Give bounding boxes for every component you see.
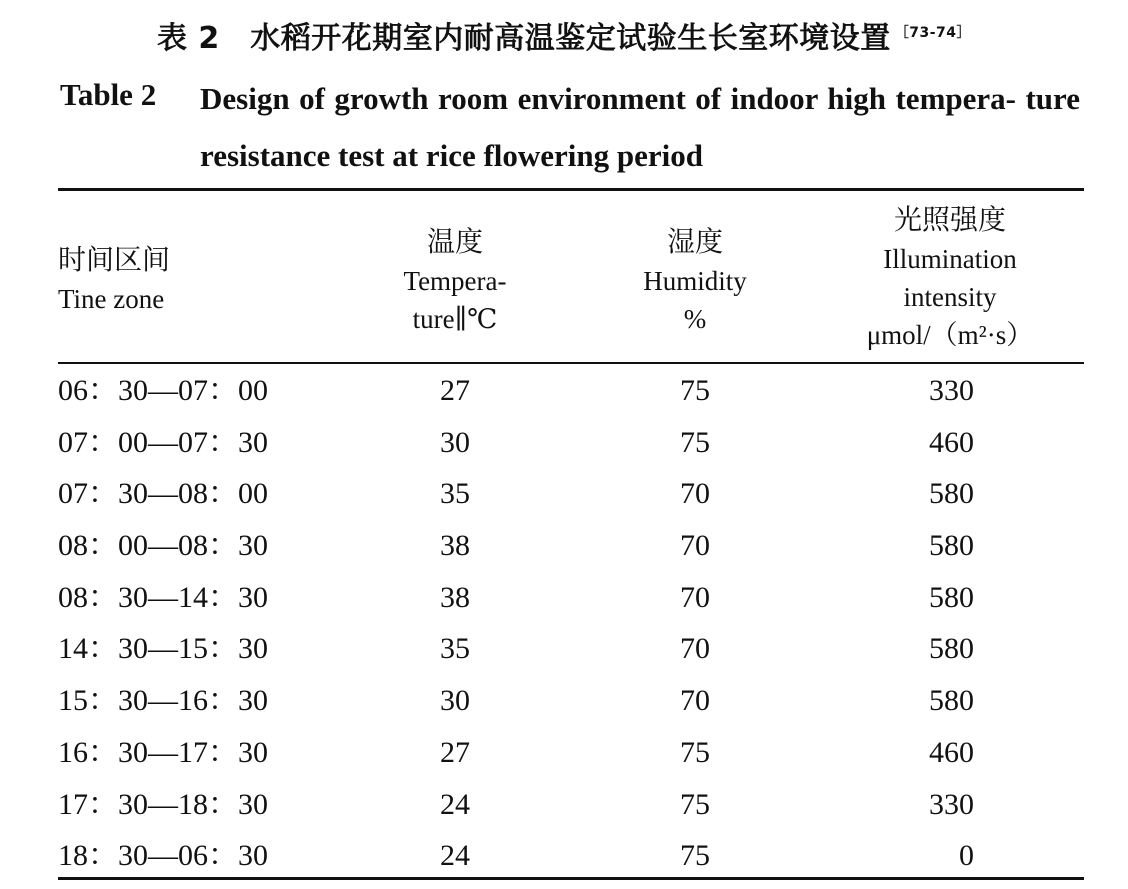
cell-humidity: 70 xyxy=(680,529,710,563)
cell-temperature: 30 xyxy=(440,425,470,459)
table-caption-chinese xyxy=(0,10,1128,62)
cell-temperature: 24 xyxy=(440,787,470,821)
header-illumination-en-line1: Illumination xyxy=(883,244,1017,274)
table-row xyxy=(0,727,1128,779)
cell-illumination: 0 xyxy=(959,839,974,873)
cell-illumination: 580 xyxy=(929,632,974,666)
table-header-rule xyxy=(58,362,1084,364)
cell-humidity: 70 xyxy=(680,477,710,511)
caption-reference: ［73-74］ xyxy=(894,25,972,41)
header-humidity-cn: 湿度 xyxy=(666,225,723,258)
caption-chinese-text: 表 2 水稻开花期室内耐高温鉴定试验生长室环境设置 xyxy=(156,21,891,56)
table-row xyxy=(0,417,1128,469)
table-bottom-rule xyxy=(58,877,1084,880)
cell-time: 06：30—07：00 xyxy=(58,374,268,407)
cell-time: 17：30—18：30 xyxy=(58,787,268,821)
cell-time: 07：30—08：00 xyxy=(58,477,268,511)
cell-time: 18：30—06：30 xyxy=(58,839,268,873)
cell-time: 14：30—15：30 xyxy=(58,632,268,666)
header-illumination-en-line3: μmol/（m²·s） xyxy=(866,320,1034,350)
cell-illumination: 330 xyxy=(929,787,974,821)
header-temperature-en-line2: ture∥℃ xyxy=(412,304,498,334)
cell-illumination: 460 xyxy=(929,425,974,459)
header-illumination xyxy=(840,200,1060,354)
table-top-rule xyxy=(58,188,1084,191)
cell-illumination: 580 xyxy=(929,684,974,718)
table-row xyxy=(0,675,1128,727)
cell-temperature: 35 xyxy=(440,632,470,666)
cell-time: 08：00—08：30 xyxy=(58,529,268,563)
cell-humidity: 70 xyxy=(680,684,710,718)
cell-temperature: 27 xyxy=(440,374,470,407)
header-humidity-en-line2: % xyxy=(683,304,707,334)
cell-humidity: 70 xyxy=(680,632,710,666)
header-illumination-cn: 光照强度 xyxy=(893,203,1006,236)
table-body xyxy=(0,365,1128,882)
cell-illumination: 460 xyxy=(929,735,974,769)
cell-humidity: 75 xyxy=(680,374,710,407)
table-row xyxy=(0,830,1128,882)
cell-illumination: 580 xyxy=(929,529,974,563)
header-temperature-cn: 温度 xyxy=(426,225,483,258)
cell-temperature: 38 xyxy=(440,529,470,563)
table-caption-english-title: Design of growth room environment of indoor high tempera- ture resistance test at rice flowering period xyxy=(200,81,1080,173)
table-row xyxy=(0,365,1128,417)
header-time-en: Tine zone xyxy=(58,284,165,314)
header-time-zone xyxy=(58,240,170,318)
cell-time: 15：30—16：30 xyxy=(58,684,268,718)
cell-time: 07：00—07：30 xyxy=(58,425,268,459)
cell-humidity: 75 xyxy=(680,787,710,821)
cell-temperature: 35 xyxy=(440,477,470,511)
table-row xyxy=(0,468,1128,520)
table-row xyxy=(0,779,1128,831)
cell-time: 08：30—14：30 xyxy=(58,580,268,614)
table-row xyxy=(0,572,1128,624)
cell-humidity: 75 xyxy=(680,425,710,459)
cell-temperature: 38 xyxy=(440,580,470,614)
cell-humidity: 75 xyxy=(680,735,710,769)
cell-temperature: 24 xyxy=(440,839,470,873)
cell-illumination: 330 xyxy=(929,374,974,407)
table-row xyxy=(0,520,1128,572)
cell-temperature: 27 xyxy=(440,735,470,769)
cell-illumination: 580 xyxy=(929,477,974,511)
header-illumination-en-line2: intensity xyxy=(903,282,997,312)
table-caption-english-label: Table 2 xyxy=(60,77,157,112)
header-humidity-en-line1: Humidity xyxy=(643,266,747,296)
header-temperature xyxy=(360,222,550,338)
cell-temperature: 30 xyxy=(440,684,470,718)
cell-illumination: 580 xyxy=(929,580,974,614)
cell-humidity: 70 xyxy=(680,580,710,614)
header-temperature-en-line1: Tempera- xyxy=(403,266,507,296)
cell-humidity: 75 xyxy=(680,839,710,873)
header-time-cn: 时间区间 xyxy=(58,243,171,276)
header-humidity xyxy=(600,222,790,338)
cell-time: 16：30—17：30 xyxy=(58,735,268,769)
table-row xyxy=(0,623,1128,675)
